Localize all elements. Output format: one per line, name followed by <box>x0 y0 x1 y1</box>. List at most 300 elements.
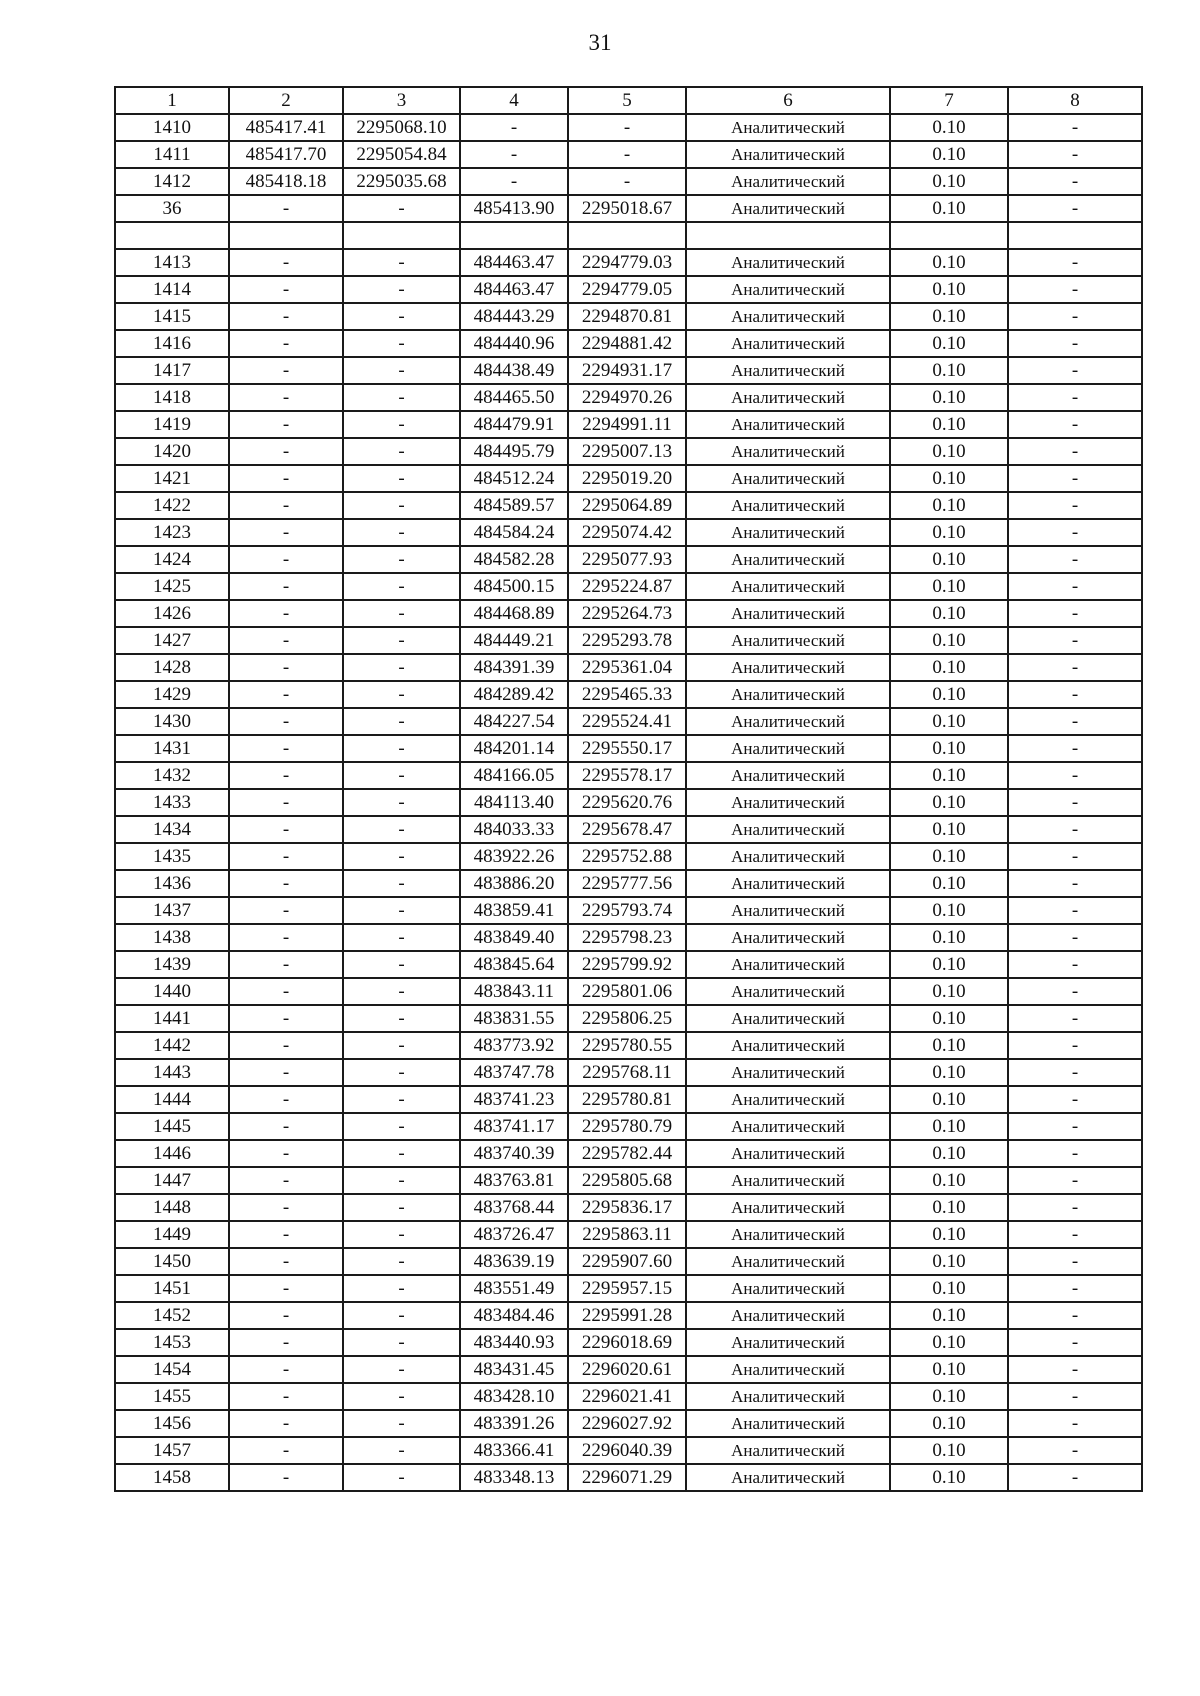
cell-note: - <box>1008 1221 1142 1248</box>
table-row <box>115 1059 1142 1086</box>
cell-x-new: 483849.40 <box>460 924 568 951</box>
cell-note: - <box>1008 357 1142 384</box>
cell-note: - <box>1008 492 1142 519</box>
cell-x-new: 484443.29 <box>460 303 568 330</box>
cell-accuracy: 0.10 <box>890 978 1008 1005</box>
cell-y-old: - <box>343 654 460 681</box>
cell-accuracy: 0.10 <box>890 897 1008 924</box>
cell-y-old: - <box>343 843 460 870</box>
cell-x-old: - <box>229 1329 343 1356</box>
cell-note: - <box>1008 600 1142 627</box>
cell-point-number: 36 <box>115 195 229 222</box>
cell-x-new: 484589.57 <box>460 492 568 519</box>
table-row <box>115 789 1142 816</box>
cell-accuracy: 0.10 <box>890 1437 1008 1464</box>
cell-point-number: 1456 <box>115 1410 229 1437</box>
cell-y-new: 2295798.23 <box>568 924 686 951</box>
cell-x-old: - <box>229 1059 343 1086</box>
cell-y-new: 2295678.47 <box>568 816 686 843</box>
cell-point-number: 1431 <box>115 735 229 762</box>
cell-y-old: - <box>343 708 460 735</box>
cell-method: Аналитический <box>686 951 890 978</box>
table-row <box>115 438 1142 465</box>
cell-point-number: 1414 <box>115 276 229 303</box>
cell-point-number: 1419 <box>115 411 229 438</box>
column-header-6: 6 <box>686 87 890 114</box>
cell-point-number: 1453 <box>115 1329 229 1356</box>
cell-point-number: 1415 <box>115 303 229 330</box>
cell-note: - <box>1008 1302 1142 1329</box>
cell-note: - <box>1008 1410 1142 1437</box>
cell-x-old: - <box>229 1086 343 1113</box>
cell-x-old: - <box>229 1167 343 1194</box>
cell-method: Аналитический <box>686 411 890 438</box>
cell-point-number: 1452 <box>115 1302 229 1329</box>
cell-y-old: - <box>343 951 460 978</box>
cell-accuracy: 0.10 <box>890 546 1008 573</box>
cell-accuracy: 0.10 <box>890 519 1008 546</box>
cell-y-new: 2295799.92 <box>568 951 686 978</box>
cell-y-old: - <box>343 1005 460 1032</box>
cell-y-old: - <box>343 762 460 789</box>
cell-accuracy: 0.10 <box>890 438 1008 465</box>
cell-accuracy: 0.10 <box>890 951 1008 978</box>
cell-point-number: 1450 <box>115 1248 229 1275</box>
cell-x-old: - <box>229 384 343 411</box>
cell-y-old: - <box>343 1248 460 1275</box>
table-row <box>115 1113 1142 1140</box>
cell-x-new: 483845.64 <box>460 951 568 978</box>
table-row <box>115 897 1142 924</box>
cell-accuracy: 0.10 <box>890 1194 1008 1221</box>
cell-x-old: - <box>229 357 343 384</box>
cell-y-new: 2295578.17 <box>568 762 686 789</box>
cell-y-old: - <box>343 1356 460 1383</box>
cell-x-old: - <box>229 978 343 1005</box>
cell-point-number: 1444 <box>115 1086 229 1113</box>
cell-y-new: 2295752.88 <box>568 843 686 870</box>
table-row <box>115 384 1142 411</box>
cell-point-number: 1428 <box>115 654 229 681</box>
cell-note: - <box>1008 1329 1142 1356</box>
cell-note: - <box>1008 465 1142 492</box>
cell-accuracy: 0.10 <box>890 168 1008 195</box>
cell-x-old: - <box>229 924 343 951</box>
cell-y-new: 2295805.68 <box>568 1167 686 1194</box>
table-row <box>115 465 1142 492</box>
table-row <box>115 1437 1142 1464</box>
cell-note: - <box>1008 1464 1142 1491</box>
table-row <box>115 303 1142 330</box>
cell-y-old: - <box>343 276 460 303</box>
column-header-1: 1 <box>115 87 229 114</box>
table-row <box>115 951 1142 978</box>
cell-accuracy: 0.10 <box>890 249 1008 276</box>
cell-y-old: - <box>343 600 460 627</box>
cell-note: - <box>1008 1113 1142 1140</box>
cell-method: Аналитический <box>686 627 890 654</box>
table-row <box>115 141 1142 168</box>
cell-accuracy: 0.10 <box>890 627 1008 654</box>
cell-note: - <box>1008 1437 1142 1464</box>
cell-accuracy: 0.10 <box>890 1221 1008 1248</box>
cell-y-old: - <box>343 870 460 897</box>
cell-note: - <box>1008 1140 1142 1167</box>
cell-x-new: 483741.17 <box>460 1113 568 1140</box>
cell-x-old: - <box>229 411 343 438</box>
cell-point-number: 1448 <box>115 1194 229 1221</box>
cell-y-new: 2294779.03 <box>568 249 686 276</box>
cell-y-old: - <box>343 492 460 519</box>
table-row <box>115 411 1142 438</box>
cell-note: - <box>1008 546 1142 573</box>
cell-x-old: - <box>229 951 343 978</box>
cell-y-old: - <box>343 978 460 1005</box>
cell-x-old: - <box>229 1464 343 1491</box>
table-row <box>115 1005 1142 1032</box>
cell-accuracy: 0.10 <box>890 492 1008 519</box>
cell-x-old: - <box>229 762 343 789</box>
table-row <box>115 519 1142 546</box>
cell-method: Аналитический <box>686 870 890 897</box>
cell-y-new <box>568 222 686 249</box>
cell-note: - <box>1008 1086 1142 1113</box>
cell-y-new: 2295836.17 <box>568 1194 686 1221</box>
column-header-2: 2 <box>229 87 343 114</box>
cell-x-old: - <box>229 519 343 546</box>
cell-method <box>686 222 890 249</box>
cell-point-number: 1418 <box>115 384 229 411</box>
table-row <box>115 546 1142 573</box>
table-row <box>115 1383 1142 1410</box>
cell-x-old: - <box>229 303 343 330</box>
cell-y-old: - <box>343 816 460 843</box>
cell-x-new: 484440.96 <box>460 330 568 357</box>
cell-x-new: 484500.15 <box>460 573 568 600</box>
cell-accuracy: 0.10 <box>890 1302 1008 1329</box>
cell-x-old: - <box>229 654 343 681</box>
cell-x-old: - <box>229 681 343 708</box>
column-header-8: 8 <box>1008 87 1142 114</box>
cell-accuracy: 0.10 <box>890 1059 1008 1086</box>
cell-note: - <box>1008 843 1142 870</box>
cell-point-number: 1455 <box>115 1383 229 1410</box>
cell-y-new: 2295077.93 <box>568 546 686 573</box>
cell-x-old: - <box>229 843 343 870</box>
cell-x-new: 483484.46 <box>460 1302 568 1329</box>
cell-accuracy: 0.10 <box>890 1167 1008 1194</box>
cell-accuracy: 0.10 <box>890 1275 1008 1302</box>
cell-point-number: 1449 <box>115 1221 229 1248</box>
cell-accuracy: 0.10 <box>890 870 1008 897</box>
cell-note: - <box>1008 1383 1142 1410</box>
cell-y-old: - <box>343 465 460 492</box>
cell-y-new: - <box>568 114 686 141</box>
table-row <box>115 168 1142 195</box>
cell-accuracy: 0.10 <box>890 1356 1008 1383</box>
cell-method: Аналитический <box>686 384 890 411</box>
cell-x-old: - <box>229 249 343 276</box>
table-row <box>115 1194 1142 1221</box>
column-header-7: 7 <box>890 87 1008 114</box>
cell-method: Аналитический <box>686 1248 890 1275</box>
cell-x-new: 483726.47 <box>460 1221 568 1248</box>
cell-x-new: 483348.13 <box>460 1464 568 1491</box>
cell-x-new: 484495.79 <box>460 438 568 465</box>
cell-method: Аналитический <box>686 1383 890 1410</box>
cell-point-number: 1421 <box>115 465 229 492</box>
cell-note: - <box>1008 1059 1142 1086</box>
table-row <box>115 708 1142 735</box>
table-row <box>115 735 1142 762</box>
cell-y-new: 2295524.41 <box>568 708 686 735</box>
cell-note: - <box>1008 735 1142 762</box>
table-row <box>115 1410 1142 1437</box>
cell-point-number: 1442 <box>115 1032 229 1059</box>
cell-method: Аналитический <box>686 1356 890 1383</box>
cell-x-old: - <box>229 708 343 735</box>
cell-accuracy: 0.10 <box>890 789 1008 816</box>
cell-point-number: 1451 <box>115 1275 229 1302</box>
cell-y-old: - <box>343 1275 460 1302</box>
cell-point-number: 1447 <box>115 1167 229 1194</box>
cell-y-new: - <box>568 141 686 168</box>
table-row <box>115 654 1142 681</box>
cell-x-old: - <box>229 195 343 222</box>
cell-method: Аналитический <box>686 195 890 222</box>
cell-note: - <box>1008 384 1142 411</box>
cell-y-old: - <box>343 735 460 762</box>
table-row <box>115 357 1142 384</box>
table-row <box>115 1275 1142 1302</box>
cell-y-old: - <box>343 519 460 546</box>
cell-point-number: 1423 <box>115 519 229 546</box>
cell-method: Аналитический <box>686 303 890 330</box>
cell-point-number: 1413 <box>115 249 229 276</box>
cell-x-old: - <box>229 897 343 924</box>
cell-x-old: - <box>229 1113 343 1140</box>
cell-x-old: - <box>229 1248 343 1275</box>
table-row <box>115 762 1142 789</box>
table-row <box>115 816 1142 843</box>
cell-x-new: 484166.05 <box>460 762 568 789</box>
cell-x-new: - <box>460 141 568 168</box>
cell-accuracy: 0.10 <box>890 681 1008 708</box>
cell-point-number: 1446 <box>115 1140 229 1167</box>
cell-y-new: 2294991.11 <box>568 411 686 438</box>
cell-y-new: 2295782.44 <box>568 1140 686 1167</box>
cell-note: - <box>1008 1005 1142 1032</box>
cell-method: Аналитический <box>686 141 890 168</box>
cell-x-new: 483922.26 <box>460 843 568 870</box>
cell-method: Аналитический <box>686 1086 890 1113</box>
cell-accuracy: 0.10 <box>890 1032 1008 1059</box>
cell-accuracy: 0.10 <box>890 114 1008 141</box>
cell-y-old: - <box>343 924 460 951</box>
cell-x-new: 484465.50 <box>460 384 568 411</box>
cell-y-new: 2295768.11 <box>568 1059 686 1086</box>
cell-accuracy: 0.10 <box>890 924 1008 951</box>
cell-x-new: 483843.11 <box>460 978 568 1005</box>
cell-y-new: 2295620.76 <box>568 789 686 816</box>
cell-x-old: - <box>229 1437 343 1464</box>
table-row <box>115 1032 1142 1059</box>
cell-note: - <box>1008 1356 1142 1383</box>
cell-accuracy: 0.10 <box>890 195 1008 222</box>
cell-x-old: - <box>229 1383 343 1410</box>
table-row <box>115 1221 1142 1248</box>
cell-point-number: 1426 <box>115 600 229 627</box>
cell-method: Аналитический <box>686 276 890 303</box>
cell-method: Аналитический <box>686 1275 890 1302</box>
cell-accuracy: 0.10 <box>890 1464 1008 1491</box>
cell-accuracy: 0.10 <box>890 1329 1008 1356</box>
cell-point-number: 1422 <box>115 492 229 519</box>
cell-note: - <box>1008 1248 1142 1275</box>
cell-y-new: 2295550.17 <box>568 735 686 762</box>
cell-note: - <box>1008 1194 1142 1221</box>
cell-y-new: 2295018.67 <box>568 195 686 222</box>
cell-x-old: - <box>229 438 343 465</box>
cell-x-old: - <box>229 735 343 762</box>
cell-method: Аналитический <box>686 519 890 546</box>
cell-note: - <box>1008 978 1142 1005</box>
cell-point-number: 1454 <box>115 1356 229 1383</box>
table-row <box>115 1302 1142 1329</box>
cell-point-number: 1445 <box>115 1113 229 1140</box>
cell-x-old: - <box>229 627 343 654</box>
table-row <box>115 627 1142 654</box>
cell-point-number <box>115 222 229 249</box>
table-row <box>115 843 1142 870</box>
table-row <box>115 330 1142 357</box>
cell-x-new: 484584.24 <box>460 519 568 546</box>
cell-note: - <box>1008 1167 1142 1194</box>
cell-method: Аналитический <box>686 1302 890 1329</box>
cell-y-old: - <box>343 1167 460 1194</box>
cell-method: Аналитический <box>686 1329 890 1356</box>
cell-method: Аналитический <box>686 1140 890 1167</box>
table-row <box>115 870 1142 897</box>
cell-x-old: - <box>229 1302 343 1329</box>
cell-y-old: - <box>343 195 460 222</box>
cell-y-new: 2295780.81 <box>568 1086 686 1113</box>
table-row <box>115 195 1142 222</box>
cell-y-new: 2295361.04 <box>568 654 686 681</box>
cell-x-new: - <box>460 114 568 141</box>
cell-x-new: 484227.54 <box>460 708 568 735</box>
cell-accuracy: 0.10 <box>890 762 1008 789</box>
table-row <box>115 924 1142 951</box>
cell-x-new: 483763.81 <box>460 1167 568 1194</box>
cell-y-new: 2295780.79 <box>568 1113 686 1140</box>
cell-note: - <box>1008 114 1142 141</box>
cell-x-old: - <box>229 600 343 627</box>
cell-method: Аналитический <box>686 897 890 924</box>
cell-note: - <box>1008 951 1142 978</box>
cell-y-old: - <box>343 573 460 600</box>
table-row <box>115 492 1142 519</box>
cell-y-old: - <box>343 411 460 438</box>
cell-y-new: 2295957.15 <box>568 1275 686 1302</box>
table-row <box>115 1356 1142 1383</box>
cell-accuracy: 0.10 <box>890 573 1008 600</box>
table-row <box>115 681 1142 708</box>
cell-x-old: - <box>229 1140 343 1167</box>
cell-accuracy: 0.10 <box>890 357 1008 384</box>
cell-method: Аналитический <box>686 357 890 384</box>
cell-accuracy: 0.10 <box>890 1113 1008 1140</box>
cell-note: - <box>1008 249 1142 276</box>
cell-y-new: 2296071.29 <box>568 1464 686 1491</box>
cell-x-old: - <box>229 870 343 897</box>
cell-note: - <box>1008 1032 1142 1059</box>
cell-point-number: 1416 <box>115 330 229 357</box>
cell-method: Аналитический <box>686 465 890 492</box>
cell-x-new: 483431.45 <box>460 1356 568 1383</box>
cell-x-old: - <box>229 276 343 303</box>
cell-x-old: 485417.41 <box>229 114 343 141</box>
cell-method: Аналитический <box>686 789 890 816</box>
cell-y-old: - <box>343 357 460 384</box>
table-row <box>115 1248 1142 1275</box>
cell-y-old: - <box>343 330 460 357</box>
coordinates-table <box>114 86 1143 1492</box>
cell-method: Аналитический <box>686 1059 890 1086</box>
cell-y-old: - <box>343 1113 460 1140</box>
cell-x-new: 483551.49 <box>460 1275 568 1302</box>
column-header-5: 5 <box>568 87 686 114</box>
cell-y-old: - <box>343 303 460 330</box>
cell-note: - <box>1008 195 1142 222</box>
cell-point-number: 1436 <box>115 870 229 897</box>
cell-x-old: - <box>229 816 343 843</box>
cell-method: Аналитический <box>686 978 890 1005</box>
cell-y-old: - <box>343 1086 460 1113</box>
cell-x-old: - <box>229 789 343 816</box>
cell-method: Аналитический <box>686 762 890 789</box>
cell-method: Аналитический <box>686 1410 890 1437</box>
cell-x-new: 483391.26 <box>460 1410 568 1437</box>
cell-accuracy: 0.10 <box>890 1005 1008 1032</box>
cell-method: Аналитический <box>686 438 890 465</box>
cell-y-new: 2295224.87 <box>568 573 686 600</box>
cell-y-old: 2295035.68 <box>343 168 460 195</box>
table-header-row <box>115 87 1142 114</box>
table-row <box>115 276 1142 303</box>
cell-x-new: 483831.55 <box>460 1005 568 1032</box>
cell-y-new: 2296027.92 <box>568 1410 686 1437</box>
cell-y-new: 2295777.56 <box>568 870 686 897</box>
cell-y-new: 2294931.17 <box>568 357 686 384</box>
cell-method: Аналитический <box>686 708 890 735</box>
cell-note: - <box>1008 330 1142 357</box>
cell-y-old: - <box>343 438 460 465</box>
cell-y-new: 2295074.42 <box>568 519 686 546</box>
table-row <box>115 114 1142 141</box>
cell-y-new: 2295064.89 <box>568 492 686 519</box>
cell-point-number: 1440 <box>115 978 229 1005</box>
cell-accuracy: 0.10 <box>890 1410 1008 1437</box>
cell-y-new: 2294970.26 <box>568 384 686 411</box>
cell-point-number: 1434 <box>115 816 229 843</box>
cell-x-new: 484512.24 <box>460 465 568 492</box>
cell-method: Аналитический <box>686 249 890 276</box>
cell-y-new: 2295793.74 <box>568 897 686 924</box>
cell-x-old: 485418.18 <box>229 168 343 195</box>
cell-point-number: 1411 <box>115 141 229 168</box>
cell-y-new: 2295007.13 <box>568 438 686 465</box>
